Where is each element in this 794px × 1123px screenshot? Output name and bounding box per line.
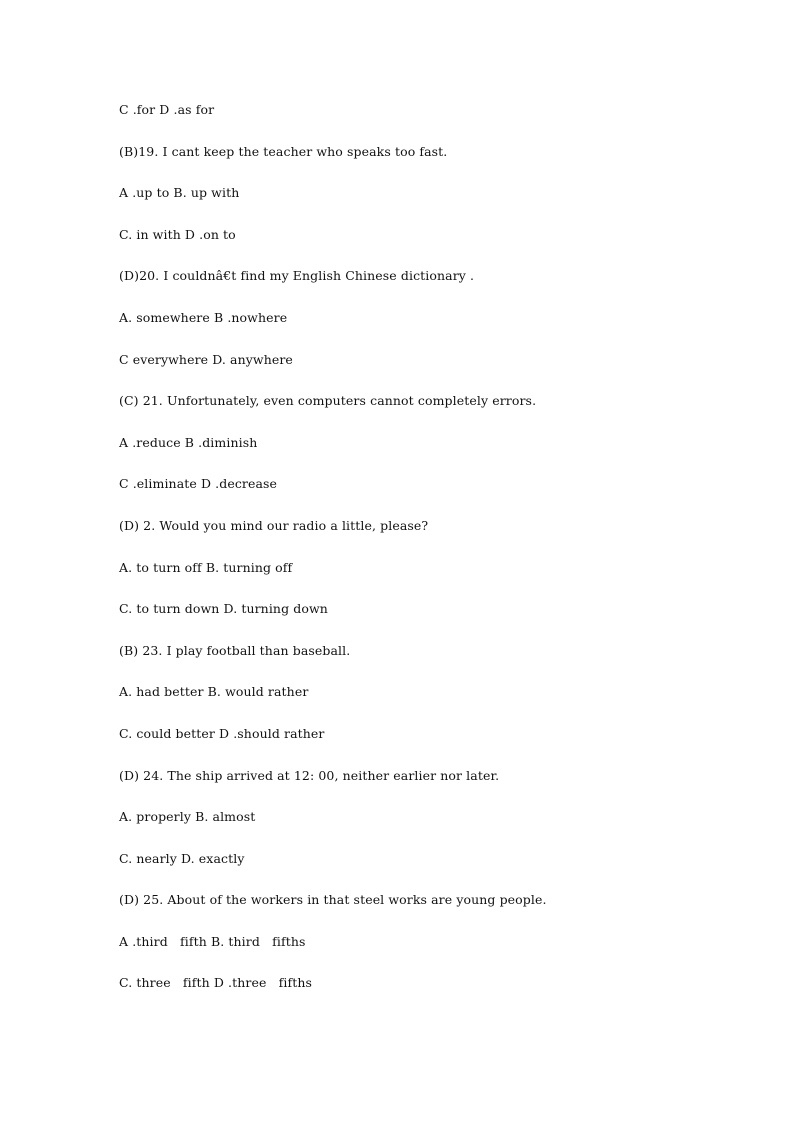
question-24: (D) 24. The ship arrived at 12: 00, neither earlier nor later. bbox=[119, 767, 500, 783]
options-19-ab: A .up to B. up with bbox=[119, 185, 240, 201]
text-line: C .for D .as for bbox=[119, 102, 215, 117]
options-24-ab: A. properly B. almost bbox=[119, 809, 256, 825]
question-22: (D) 2. Would you mind our radio a little, please? bbox=[119, 517, 429, 533]
question-list bbox=[119, 100, 547, 1015]
options-25-cd: C. three fifth D .three fifths bbox=[119, 975, 312, 991]
question-25: (D) 25. About of the workers in that steel works are young people. bbox=[119, 892, 547, 908]
options-25-ab: A .third fifth B. third fifths bbox=[119, 933, 306, 949]
question-20: (D)20. I couldnâ€t find my English Chinese dictionary . bbox=[119, 268, 475, 284]
options-21-cd: C .eliminate D .decrease bbox=[119, 476, 278, 492]
options-20-cd: C everywhere D. anywhere bbox=[119, 351, 293, 367]
options-23-ab: A. had better B. would rather bbox=[119, 684, 309, 700]
options-19-cd: C. in with D .on to bbox=[119, 226, 236, 242]
options-23-cd: C. could better D .should rather bbox=[119, 725, 325, 741]
options-20-ab: A. somewhere B .nowhere bbox=[119, 309, 288, 325]
options-22-cd: C. to turn down D. turning down bbox=[119, 601, 328, 617]
options-22-ab: A. to turn off B. turning off bbox=[119, 559, 293, 575]
question-21: (C) 21. Unfortunately, even computers cannot completely errors. bbox=[119, 393, 537, 409]
question-19: (B)19. I cant keep the teacher who speaks too fast. bbox=[119, 143, 448, 159]
options-21-ab: A .reduce B .diminish bbox=[119, 434, 258, 450]
question-23: (B) 23. I play football than baseball. bbox=[119, 642, 351, 658]
options-24-cd: C. nearly D. exactly bbox=[119, 850, 245, 866]
